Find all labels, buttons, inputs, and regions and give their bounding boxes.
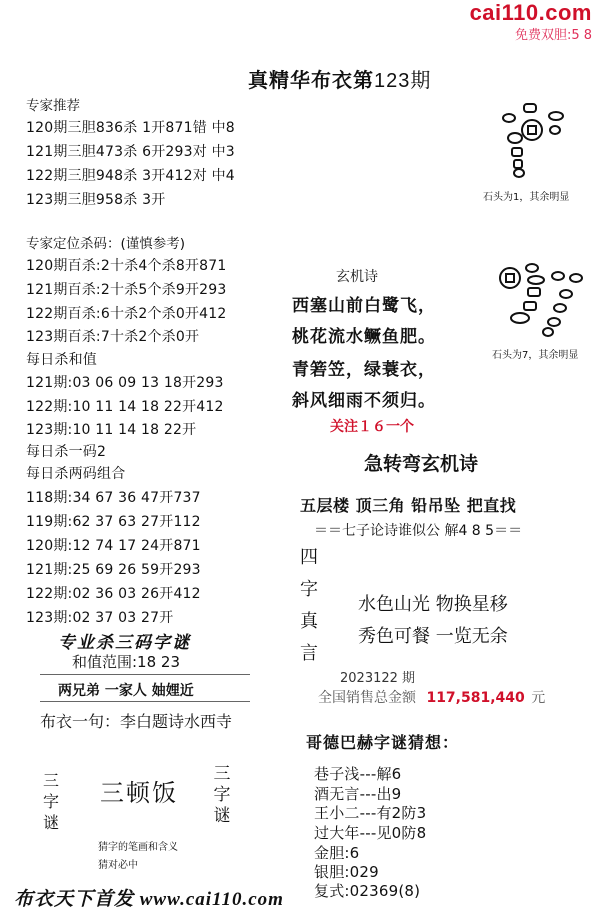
position-kill-line: 121期百杀:2十杀5个杀9开293: [26, 282, 227, 298]
position-kill-heading: 专家定位杀码：(谨慎参考): [26, 236, 186, 252]
title-prefix: 真精华布衣第: [248, 68, 374, 92]
goldbach-line: 巷子浅---解6: [314, 765, 402, 783]
two-code-line: 121期:25 69 26 59开293: [26, 562, 201, 578]
title-issue: 123期: [374, 70, 432, 92]
sales-amount: 117,581,440: [426, 690, 525, 706]
poem-line: 斜风细雨不须归。: [292, 391, 436, 411]
riddle-note: 猜字的笔画和含义: [98, 842, 178, 853]
poem-heading: 玄机诗: [336, 269, 378, 285]
one-code-kill: 每日杀一码2: [26, 444, 107, 460]
four-words-line: 水色山光 物换星移: [358, 594, 508, 615]
goldbach-line: 王小二---有2防3: [314, 804, 427, 822]
four-words-line: 秀色可餐 一览无余: [358, 626, 508, 647]
expert-line: 123期三胆958杀 3开: [26, 192, 166, 208]
poem-line: 桃花流水鳜鱼肥。: [292, 327, 436, 347]
pagoda-line: 五层楼 顶三角 铅吊坠 把直找: [300, 496, 517, 515]
sales-issue: 2023122 期: [340, 671, 416, 686]
riddle3-heading: 专业杀三码字谜: [58, 633, 191, 653]
site-logo[interactable]: cai110.com: [469, 0, 592, 25]
riddle-left-vert: 三字谜: [42, 771, 59, 832]
poem-line: 西塞山前白鹭飞，: [292, 296, 436, 316]
sales-unit: 元: [531, 690, 546, 706]
position-kill-line: 120期百杀:2十杀4个杀8开871: [26, 258, 227, 274]
stone-caption-2: 石头为7，其余明显: [492, 350, 579, 361]
two-code-line: 120期:12 74 17 24开871: [26, 538, 201, 554]
stone-arrangement-image-2: [496, 262, 586, 338]
expert-line: 121期三胆473杀 6开293对 中3: [26, 144, 235, 160]
riddle3-clue: 两兄弟 一家人 妯娌近: [58, 683, 194, 699]
sum-kill-heading: 每日杀和值: [26, 352, 97, 368]
divider: [40, 674, 250, 675]
goldbach-heading: 哥德巴赫字谜猜想：: [306, 733, 460, 752]
page-title: [248, 64, 431, 93]
goldbach-line: 酒无言---出9: [314, 785, 402, 803]
four-words-vert: 四字真言: [300, 547, 318, 664]
stone-arrangement-image-1: [488, 100, 578, 180]
poem-focus: 关注１６一个: [330, 419, 414, 435]
riddle-center-word: 三顿饭: [100, 779, 178, 807]
buyi-line: 布衣一句：李白题诗水西寺: [40, 712, 233, 731]
footer-banner[interactable]: 布衣天下首发 www.cai110.com: [14, 889, 284, 910]
sales-label: 全国销售总金额: [318, 690, 416, 706]
poem-line: 青箬笠，绿蓑衣，: [292, 360, 436, 380]
goldbach-line: 银胆:029: [314, 863, 379, 881]
goldbach-line: 金胆:6: [314, 844, 360, 862]
goldbach-line: 过大年---见0防8: [314, 824, 427, 842]
two-code-line: 123期:02 37 03 27开: [26, 610, 174, 626]
two-code-line: 122期:02 36 03 26开412: [26, 586, 201, 602]
expert-line: 122期三胆948杀 3开412对 中4: [26, 168, 235, 184]
sum-range: 和值范围:18 23: [72, 653, 180, 671]
position-kill-line: 122期百杀:6十杀2个杀0开412: [26, 306, 227, 322]
pagoda-answer: ＝＝七子论诗谁似公 解4 8 5＝＝: [314, 523, 523, 539]
sum-kill-line: 122期:10 11 14 18 22开412: [26, 399, 224, 415]
expert-line: 120期三胆836杀 1开871错 中8: [26, 120, 235, 136]
sum-kill-line: 121期:03 06 09 13 18开293: [26, 375, 224, 391]
stone-caption-1: 石头为1，其余明显: [483, 192, 570, 203]
riddle-right-vert: 三字谜: [213, 764, 231, 826]
two-code-line: 118期:34 67 36 47开737: [26, 490, 201, 506]
two-code-line: 119期:62 37 63 27开112: [26, 514, 201, 530]
goldbach-line: 复式:02369(8): [314, 882, 421, 900]
free-double-dan-badge: 免费双胆:5 8: [514, 28, 592, 43]
divider: [40, 701, 250, 702]
expert-heading: 专家推荐: [26, 98, 80, 114]
poem-title: 急转弯玄机诗: [364, 453, 479, 475]
position-kill-line: 123期百杀:7十杀2个杀0开: [26, 329, 200, 345]
sales-row: [318, 687, 545, 707]
sum-kill-line: 123期:10 11 14 18 22开: [26, 422, 197, 438]
two-code-heading: 每日杀两码组合: [26, 466, 126, 482]
riddle-note: 猜对必中: [98, 860, 138, 871]
